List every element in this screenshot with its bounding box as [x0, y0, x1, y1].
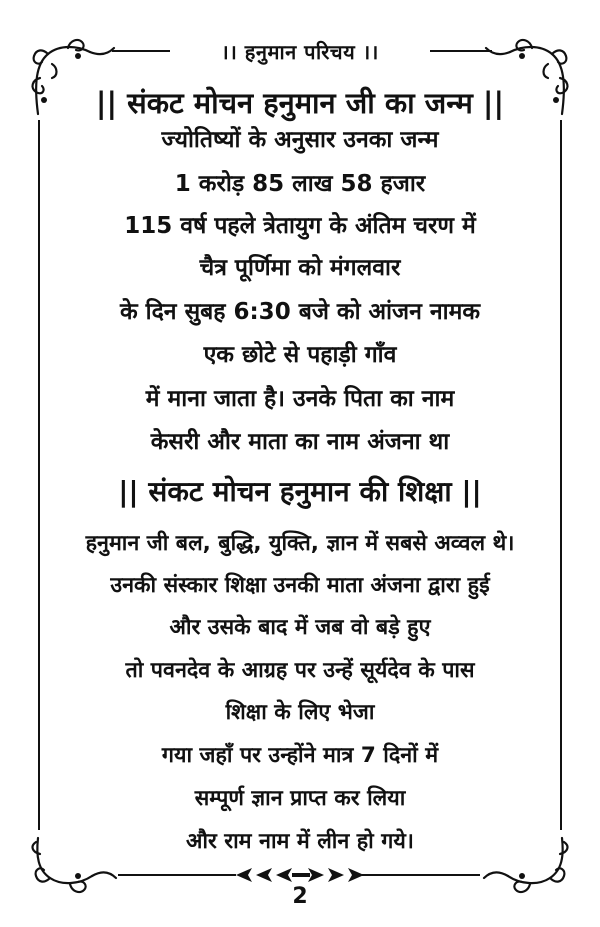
text-line: गया जहाँ पर उन्होंने मात्र 7 दिनों में [161, 743, 439, 768]
text-line: चैत्र पूर्णिमा को मंगलवार [199, 255, 401, 281]
text-line: हनुमान जी बल, बुद्धि, युक्ति, ज्ञान में सबसे अव्वल थे। [85, 531, 515, 556]
text-line: तो पवनदेव के आग्रह पर उन्हें सूर्यदेव के पास [125, 658, 475, 683]
text-line: एक छोटे से पहाड़ी गाँव [203, 342, 397, 368]
text-line: के दिन सुबह 6:30 बजे को आंजन नामक [119, 299, 481, 325]
text-line: उनकी संस्कार शिक्षा उनकी माता अंजना द्वारा हुई [110, 573, 490, 598]
footer-rule-right [362, 874, 480, 876]
text-line: ज्योतिष्यों के अनुसार उनका जन्म [161, 127, 439, 153]
footer-rule-left [118, 874, 236, 876]
text-line: 115 वर्ष पहले त्रेतायुग के अंतिम चरण में [124, 213, 476, 239]
text-line: 1 करोड़ 85 लाख 58 हजार [174, 171, 426, 197]
text-line: सम्पूर्ण ज्ञान प्राप्त कर लिया [194, 786, 406, 811]
section-heading-education: || संकट मोचन हनुमान की शिक्षा || [118, 475, 482, 508]
text-line: और राम नाम में लीन हो गये। [186, 829, 414, 854]
text-line: और उसके बाद में जब वो बड़े हुए [169, 615, 431, 640]
text-line: केसरी और माता का नाम अंजना था [150, 429, 450, 455]
page-header-title: ।। हनुमान परिचय ।। [170, 38, 430, 65]
text-line: शिक्षा के लिए भेजा [225, 700, 375, 725]
text-line: में माना जाता है। उनके पिता का नाम [145, 386, 455, 412]
section-heading-birth: || संकट मोचन हनुमान जी का जन्म || [95, 86, 505, 120]
page-number: 2 [292, 884, 308, 909]
border-rule-right [560, 120, 562, 830]
